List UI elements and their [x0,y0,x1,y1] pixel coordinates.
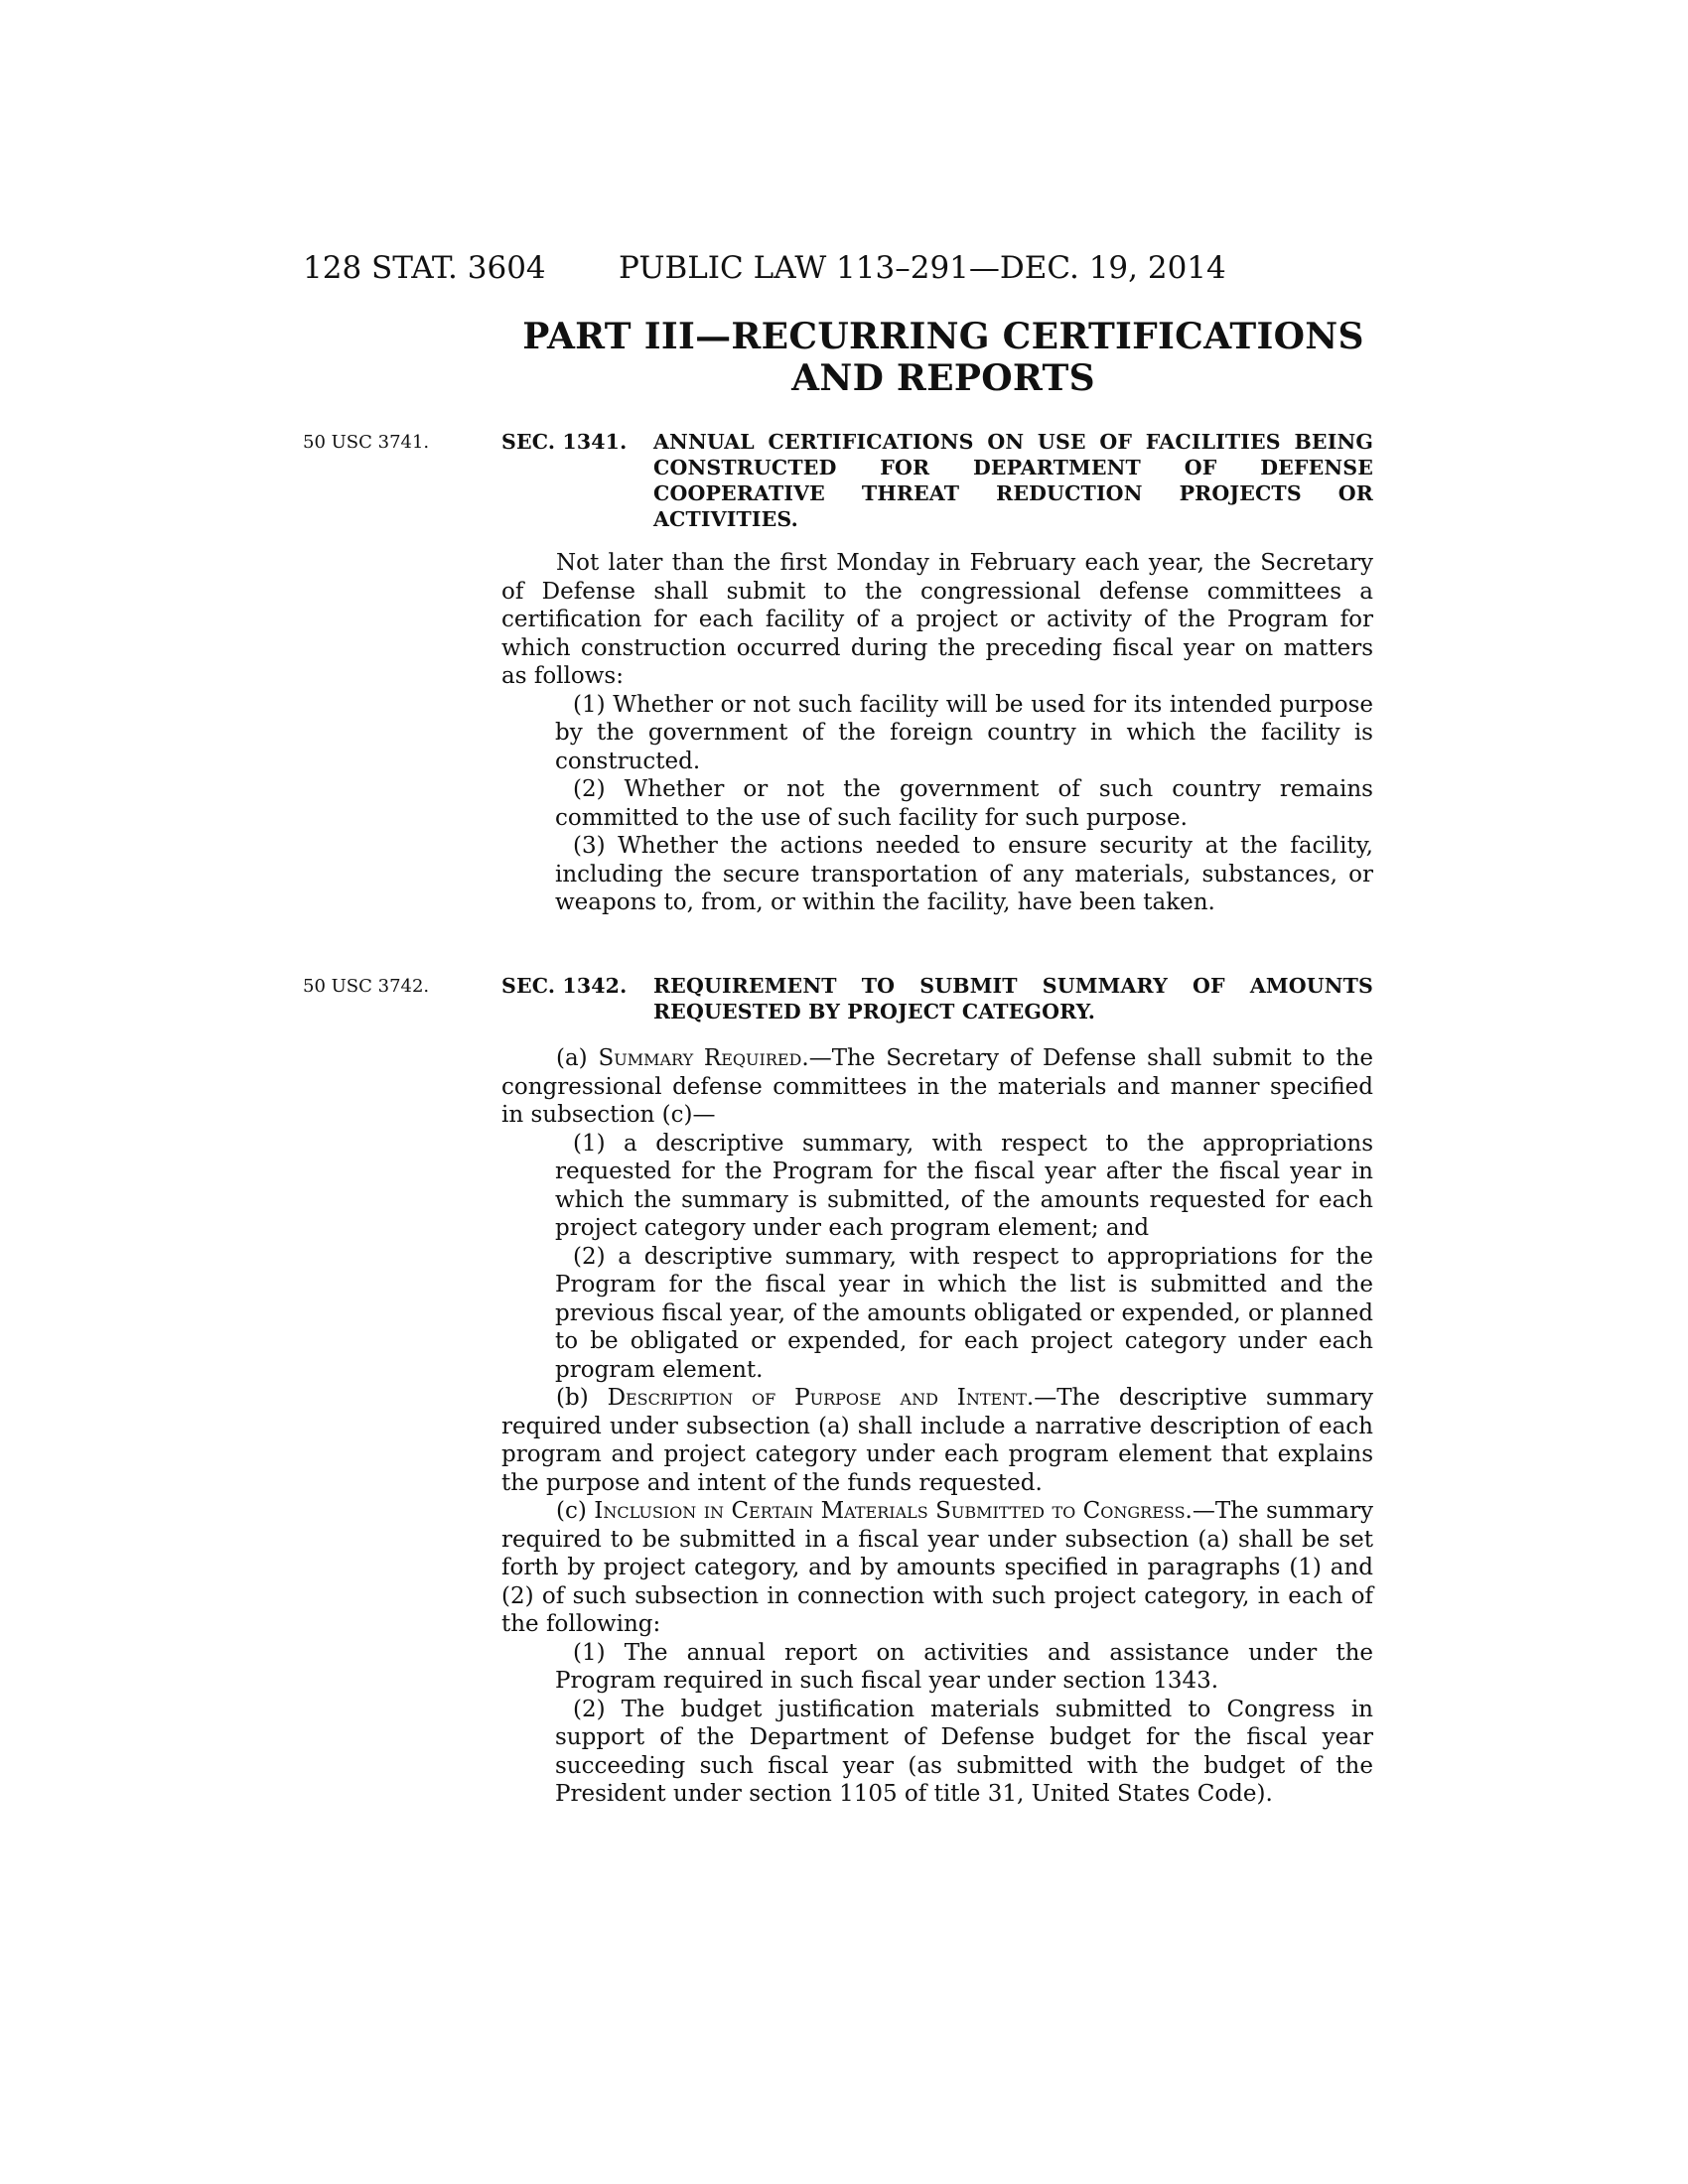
subsection-caption: Inclusion in Certain Materials Submitted to Congress. [594,1498,1193,1524]
section-intro-paragraph: Not later than the first Monday in February each year, the Secretary of Defense shall submit to the congressional defense committees a certification for each facility of a project or activity of the Program for which construction occurred during the preceding fiscal year on matters as follows: [501,550,1373,689]
subsection-label: (b) [556,1385,589,1411]
paragraph-item: (1) a descriptive summary, with respect to the appropriations requested for the Program for the fiscal year after the fiscal year in which the summary is submitted, of the amounts requested for each project category under each program element; and [555,1130,1373,1241]
section-title: ANNUAL CERTIFICATIONS ON USE OF FACILITIES BEING CONSTRUCTED FOR DEPARTMENT OF DEFENSE COOPERATIVE THREAT REDUCTION PROJECTS OR ACTIVITIES. [653,430,1373,531]
section-1342 [501,973,1373,1809]
paragraph-item: (2) Whether or not the government of such country remains committed to the use of such facility for such purpose. [555,776,1373,831]
margin-citation-1342: 50 USC 3742. [303,976,430,997]
part-title: PART III—RECURRING CERTIFICATIONS AND REPORTS [522,316,1364,399]
section-heading [501,429,1373,532]
section-heading [501,973,1373,1024]
section-number: SEC. 1341. [501,430,628,454]
paragraph-item: (3) Whether the actions needed to ensure security at the facility, including the secure transportation of any materials, substances, or weapons to, from, or within the facility, have been taken. [555,833,1373,915]
subsection-a [501,1044,1373,1130]
section-number: SEC. 1342. [501,974,628,998]
subsection-text: —The descriptive summary required under subsection (a) shall include a narrative description of each program and project category under each program element that explains the purpose and intent of the funds requested. [501,1385,1373,1496]
subsection-caption: Description of Purpose and Intent. [607,1385,1035,1411]
paragraph-item: (1) Whether or not such facility will be used for its intended purpose by the government of the foreign country in which the facility is constructed. [555,691,1373,774]
margin-citation-1341: 50 USC 3741. [303,432,430,453]
subsection-c [501,1497,1373,1639]
subsection-text: —The Secretary of Defense shall submit to the congressional defense committees in the materials and manner specified in subsection (c)— [501,1045,1373,1128]
statute-page-number: 128 STAT. 3604 [303,250,546,286]
paragraph-item: (2) The budget justification materials submitted to Congress in support of the Department of Defense budget for the fiscal year succeeding such fiscal year (as submitted with the budget of the President under section 1105 of title 31, United States Code). [555,1696,1373,1807]
paragraph-item: (1) The annual report on activities and assistance under the Program required in such fiscal year under section 1343. [555,1639,1373,1694]
subsection-label: (c) [556,1498,587,1524]
subsection-label: (a) [556,1045,588,1071]
subsection-b [501,1384,1373,1497]
subsection-caption: Summary Required. [598,1045,809,1071]
section-1341 [501,429,1373,917]
section-title: REQUIREMENT TO SUBMIT SUMMARY OF AMOUNTS REQUESTED BY PROJECT CATEGORY. [653,974,1373,1024]
subsection-text: —The summary required to be submitted in a fiscal year under subsection (a) shall be set forth by project category, and by amounts specified in paragraphs (1) and (2) of such subsection in connection with such project category, in each of the following: [501,1498,1374,1637]
paragraph-item: (2) a descriptive summary, with respect to appropriations for the Program for the fiscal year in which the list is submitted and the previous fiscal year, of the amounts obligated or expended, or planned to be obligated or expended, for each project category under each program element. [555,1243,1373,1383]
public-law-citation: PUBLIC LAW 113–291—DEC. 19, 2014 [619,250,1226,286]
running-header [303,248,1375,288]
